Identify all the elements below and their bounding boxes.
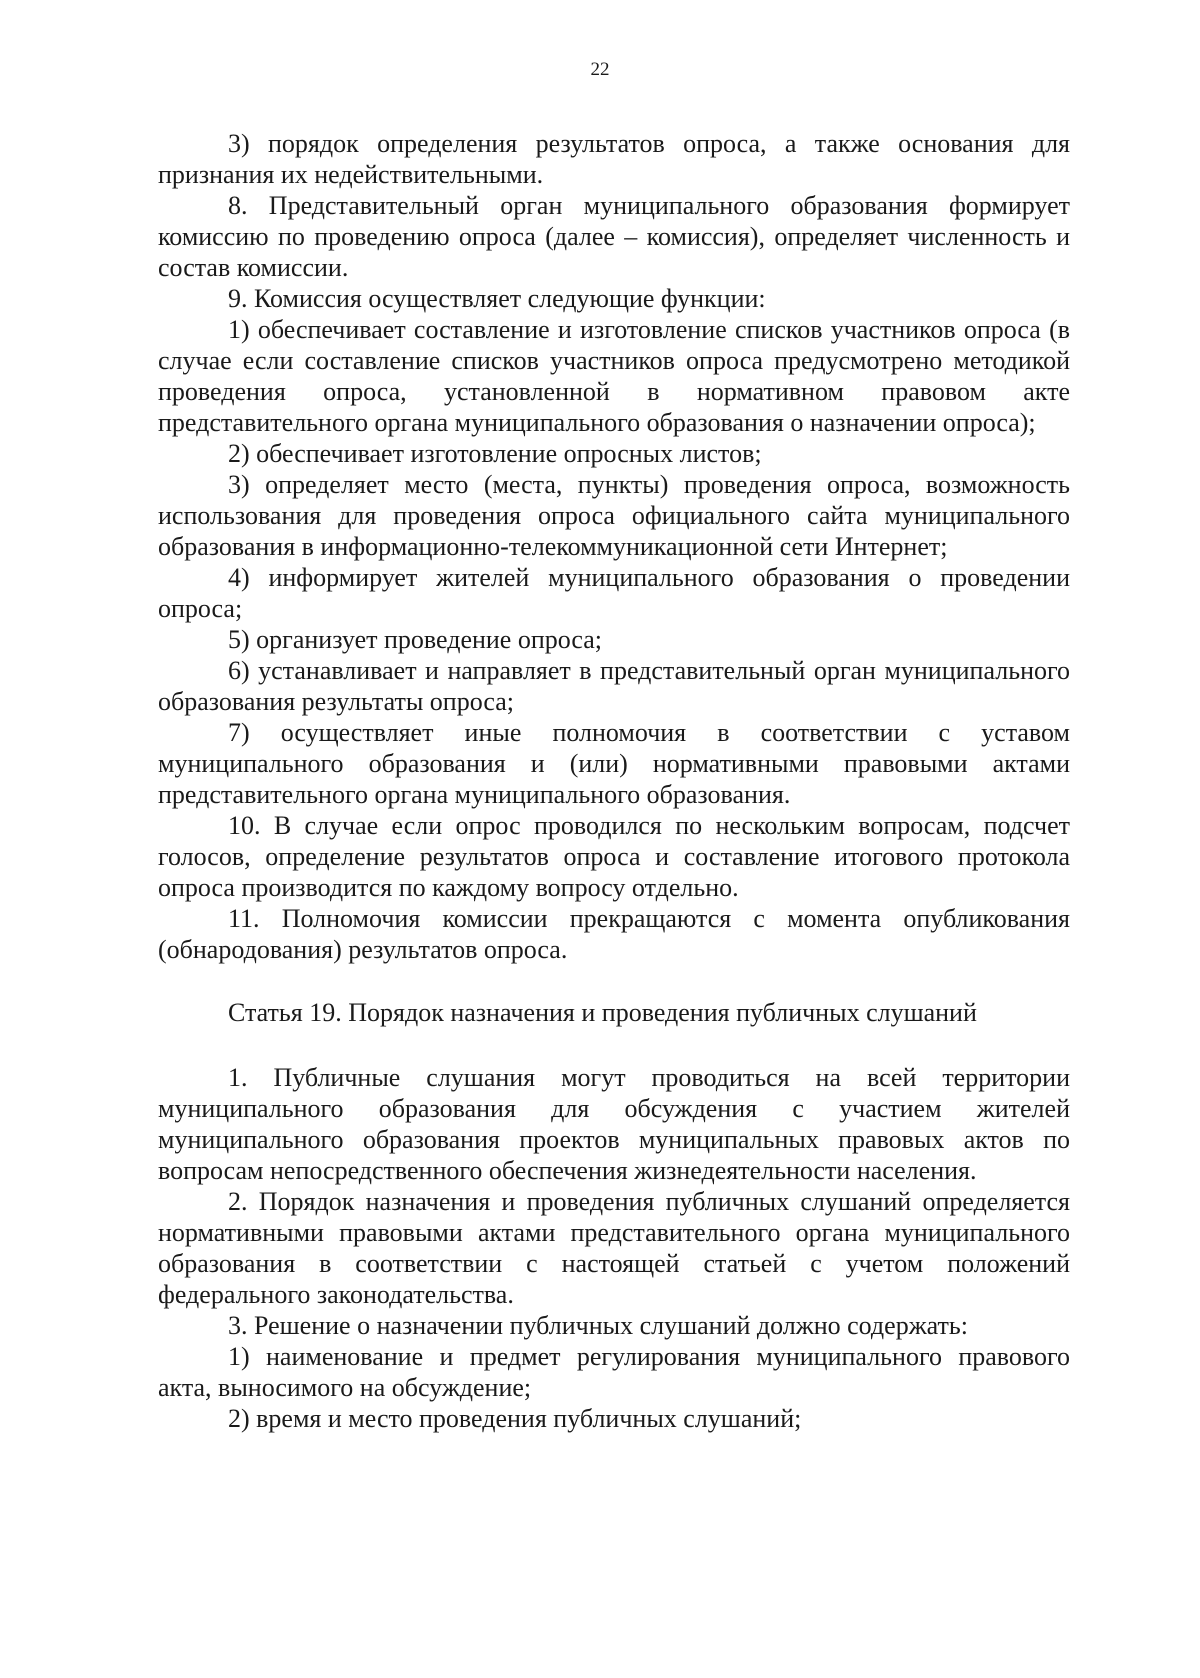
paragraph: 7) осуществляет иные полномочия в соответствии с уставом муниципального образования и (или) нормативными правовыми актами представительного органа муниципального образования. [158, 718, 1070, 809]
paragraph: 4) информирует жителей муниципального образования о проведении опроса; [158, 563, 1070, 623]
paragraph: 3) определяет место (места, пункты) проведения опроса, возможность использования для проведения опроса официального сайта муниципального образования в информационно-телекоммуникационной сети Интернет; [158, 470, 1070, 561]
paragraph: 2) обеспечивает изготовление опросных листов; [228, 439, 762, 468]
article-heading: Статья 19. Порядок назначения и проведения публичных слушаний [228, 998, 977, 1027]
paragraph: 3) порядок определения результатов опроса, а также основания для признания их недействительными. [158, 129, 1070, 189]
paragraph: 5) организует проведение опроса; [228, 625, 603, 654]
paragraph: 10. В случае если опрос проводился по нескольким вопросам, подсчет голосов, определение результатов опроса и составление итогового протокола опроса производится по каждому вопросу отдельно. [158, 811, 1070, 902]
paragraph: 6) устанавливает и направляет в представительный орган муниципального образования результаты опроса; [158, 656, 1070, 716]
paragraph: 1) обеспечивает составление и изготовление списков участников опроса (в случае если составление списков участников опроса предусмотрено методикой проведения опроса, установленной в нормативном правовом акте представительного органа муниципального образования о назначении опроса); [158, 315, 1070, 437]
paragraph: 11. Полномочия комиссии прекращаются с момента опубликования (обнародования) результатов опроса. [158, 904, 1070, 964]
page-number: 22 [590, 59, 610, 80]
paragraph: 1. Публичные слушания могут проводиться на всей территории муниципального образования для обсуждения с участием жителей муниципального образования проектов муниципальных правовых актов по вопросам непосредственного обеспечения жизнедеятельности населения. [158, 1063, 1070, 1185]
paragraph: 9. Комиссия осуществляет следующие функции: [228, 284, 766, 313]
paragraph: 2. Порядок назначения и проведения публичных слушаний определяется нормативными правовыми актами представительного органа муниципального образования в соответствии с настоящей статьей с учетом положений федерального законодательства. [158, 1187, 1070, 1309]
paragraph: 3. Решение о назначении публичных слушаний должно содержать: [228, 1311, 968, 1340]
paragraph: 1) наименование и предмет регулирования муниципального правового акта, выносимого на обсуждение; [158, 1342, 1070, 1402]
paragraph: 2) время и место проведения публичных слушаний; [228, 1404, 802, 1433]
document-body [158, 128, 1070, 1434]
paragraph: 8. Представительный орган муниципального образования формирует комиссию по проведению опроса (далее – комиссия), определяет численность и состав комиссии. [158, 191, 1070, 282]
